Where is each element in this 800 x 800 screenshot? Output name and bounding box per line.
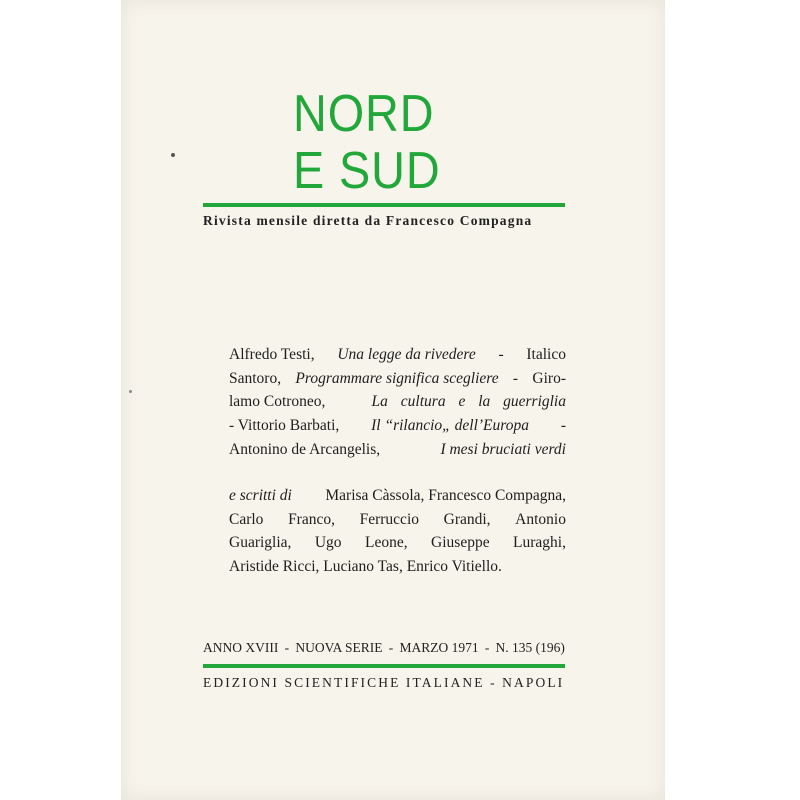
contributors-line [229,531,566,555]
contributors-intro: e scritti di [229,487,292,504]
author-name: Giro- [532,369,566,387]
footer-divider [203,664,565,668]
issue-date: MARZO 1971 [399,640,479,655]
masthead-title-line-1: NORD [293,85,435,143]
contents-line [229,438,566,462]
contributor-word: Giuseppe [431,534,490,552]
contributor-word: Leone, [365,534,408,552]
separator: - [560,417,566,435]
contributor-word: Carlo [229,510,264,528]
contributor-names: Aristide Ricci, Luciano Tas, Enrico Vitiello. [229,558,502,576]
contents-line [229,414,566,438]
contributor-word: Grandi, [443,510,491,528]
masthead-divider [203,203,565,207]
article-title: Il “rilancio„ dell’Europa [371,417,529,435]
contributors-list [229,484,566,579]
issue-number: N. 135 (196) [495,640,565,655]
contributor-word: Ferruccio [359,510,419,528]
contributor-word: Ugo [314,534,342,552]
separator: - [484,640,490,655]
ink-speck [171,153,175,157]
contributor-word: Antonio [515,510,566,528]
publisher-line: EDIZIONI SCIENTIFICHE ITALIANE - NAPOLI [203,675,565,690]
article-title: La cultura e la guerriglia [371,393,566,411]
contributor-word: Guariglia, [229,534,292,552]
table-of-contents [229,343,566,462]
author-name: Italico [526,346,566,363]
ink-speck [129,390,132,393]
contents-line [229,343,566,367]
contributor-names: Marisa Càssola, Francesco Compagna, [325,487,566,504]
issue-year: ANNO XVIII [203,640,279,655]
issue-info [203,640,565,656]
author-name: Alfredo Testi, [229,346,315,363]
author-name: - Vittorio Barbati, [229,417,340,435]
separator: - [498,346,504,363]
separator: - [284,640,290,655]
contributor-word: Luraghi, [513,534,566,552]
author-name: Santoro, [229,369,282,387]
article-title: I mesi bruciati verdi [440,440,566,458]
contributors-line [229,484,566,508]
issue-series: NUOVA SERIE [295,640,383,655]
contributors-line [229,555,566,579]
separator: - [512,369,519,387]
article-title: Una legge da rivedere [337,346,476,363]
article-title: Programmare significa scegliere [295,369,499,387]
separator: - [388,640,394,655]
contributor-word: Franco, [288,510,335,528]
contributors-line [229,508,566,532]
contents-line [229,390,566,414]
masthead-title-line-2: E SUD [293,142,441,200]
author-name: Antonino de Arcangelis, [229,440,381,458]
author-name: lamo Cotroneo, [229,393,326,411]
contents-line [229,367,566,391]
magazine-subtitle: Rivista mensile diretta da Francesco Compagna [203,213,533,228]
